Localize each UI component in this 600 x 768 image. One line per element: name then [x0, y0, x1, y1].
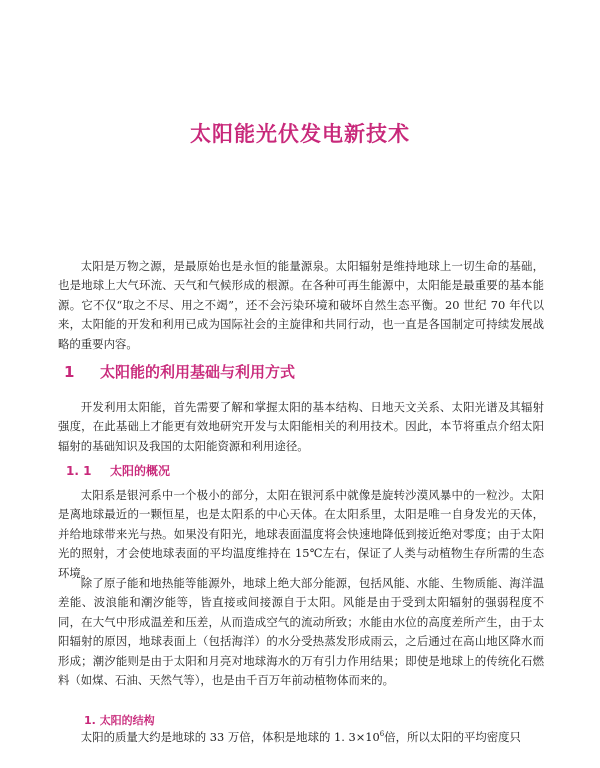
page-title: 太阳能光伏发电新技术: [190, 122, 410, 146]
structure-exponent: 6: [379, 730, 385, 739]
intro-paragraph: 太阳是万物之源，是最原始也是永恒的能量源泉。太阳辐射是维持地球上一切生命的基础，也是地球上大气环流、天气和气候形成的根源。在各种可再生能源中，太阳能是最重要的基本能源。它不仅“取之不尽、用之不竭”，还不会污染环境和破坏自然生态平衡。20 世纪 70 年代以来，太阳能的开发和利用已成为国际社会的主旋律和共同行动，也一直是各国制定可持续发展战略的重要内容。: [58, 259, 544, 351]
structure-title: 太阳的结构: [99, 714, 155, 727]
section-title: 太阳能的利用基础与利用方式: [100, 363, 296, 381]
structure-number: 1.: [84, 714, 96, 727]
section-heading: [58, 361, 295, 382]
structure-text-end: 倍，所以太阳的平均密度只: [384, 730, 521, 744]
section-paragraph: 开发利用太阳能，首先需要了解和掌握太阳的基本结构、日地天文关系、太阳光谱及其辐射强度，在此基础上才能更有效地研究开发与太阳能相关的利用技术。因此，本节将重点介绍太阳辐射的基础知识及我国的太阳能资源和利用途径。: [58, 400, 544, 453]
section-number: 1: [64, 363, 75, 381]
sun-overview-paragraph: 太阳系是银河系中一个极小的部分，太阳在银河系中就像是旋转沙漠风暴中的一粒沙。太阳是离地球最近的一颗恒星，也是太阳系的中心天体。在太阳系里，太阳是唯一自身发光的天体，并给地球带来光与热。如果没有阳光，地球表面温度将会快速地降低到接近绝对零度；由于太阳光的照射，才会使地球表面的平均温度维持在 15℃左右，保证了人类与动植物生存所需的生态环境。: [58, 488, 544, 580]
structure-text-start: 太阳的质量大约是地球的 33 万倍，体积是地球的 1. 3×10: [80, 730, 380, 744]
subsection-title: 太阳的概况: [110, 464, 171, 478]
structure-heading: [84, 712, 155, 728]
subsection-number: 1. 1: [66, 464, 92, 478]
subsection-heading: [66, 462, 170, 479]
energy-source-paragraph: 除了原子能和地热能等能源外，地球上绝大部分能源，包括风能、水能、生物质能、海洋温差能、波浪能和潮汐能等，皆直接或间接源自于太阳。风能是由于受到太阳辐射的强弱程度不同，在大气中形成温差和压差，从而造成空气的流动所致；水能由水位的高度差所产生，由于太阳辐射的原因，地球表面上（包括海洋）的水分受热蒸发形成雨云，之后通过在高山地区降水而形成；潮汐能则是由于太阳和月亮对地球海水的万有引力作用结果；即使是地球上的传统化石燃料（如煤、石油、天然气等），也是由千百万年前动植物体而来的。: [58, 576, 544, 688]
structure-paragraph: [58, 728, 544, 747]
